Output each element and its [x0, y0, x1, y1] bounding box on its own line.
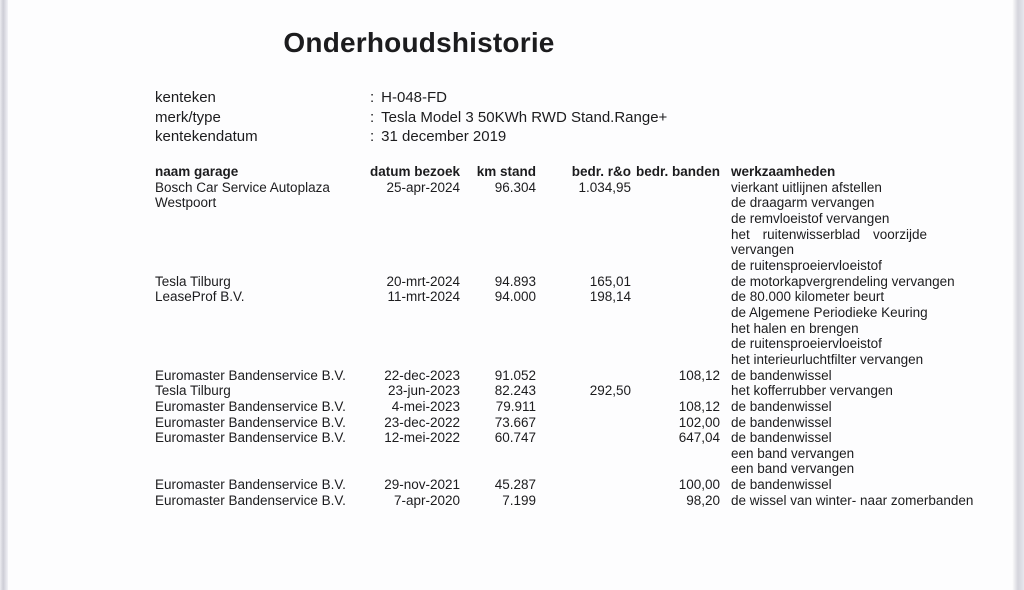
info-value [370, 108, 667, 128]
cell-werkzaamheden [720, 289, 977, 367]
werkzaamheid-line: het kofferrubber vervangen [731, 383, 893, 399]
table-rows [155, 180, 977, 509]
werkzaamheid-line: het interieurluchtfilter vervangen [731, 351, 924, 367]
column-header-bedr-ro: bedr. r&o [571, 164, 631, 179]
cell-naam-garage [155, 493, 370, 509]
table-row [155, 399, 977, 415]
cell-naam-garage [155, 383, 370, 399]
info-label: merk/type [155, 108, 221, 126]
cell-km-stand: 96.304 [494, 179, 536, 195]
cell-km-stand: 7.199 [502, 492, 536, 508]
werkzaamheid-line: het halen en brengen [731, 320, 859, 336]
werkzaamheid-line: vervangen [731, 242, 795, 258]
colon: : [370, 128, 375, 145]
garage-name-line: Euromaster Bandenservice B.V. [155, 398, 346, 414]
werkzaamheid-line: de Algemene Periodieke Keuring [731, 304, 928, 320]
cell-datum-bezoek: 20-mrt-2024 [386, 273, 460, 289]
cell-datum-bezoek: 29-nov-2021 [384, 477, 460, 493]
cell-naam-garage [155, 180, 370, 211]
cell-naam-garage [155, 368, 370, 384]
info-row-merk-type [155, 108, 667, 128]
werkzaamheid-line: de draagarm vervangen [731, 195, 875, 211]
info-row-kentekendatum [155, 127, 667, 147]
table-row [155, 368, 977, 384]
werkzaamheid-line: de wissel van winter- naar zomerbanden [731, 492, 974, 508]
page-title: Onderhoudshistorie [283, 27, 555, 58]
table-row [155, 274, 977, 290]
cell-datum-bezoek: 11-mrt-2024 [387, 289, 460, 305]
cell-km-stand: 79.911 [495, 398, 536, 414]
werkzaamheid-line: de bandenwissel [731, 430, 832, 446]
table-row [155, 383, 977, 399]
cell-werkzaamheden [720, 415, 977, 431]
garage-name-line: Tesla Tilburg [155, 383, 231, 399]
kenteken-value: H-048-FD [381, 89, 448, 106]
info-value [370, 88, 667, 108]
cell-werkzaamheden [720, 368, 977, 384]
cell-bedr-banden: 98,20 [686, 492, 720, 508]
cell-werkzaamheden [720, 430, 977, 477]
cell-werkzaamheden [720, 493, 977, 509]
cell-bedr-ro: 198,14 [589, 289, 631, 305]
cell-bedr-ro: 165,01 [589, 273, 631, 289]
cell-naam-garage [155, 274, 370, 290]
werkzaamheid-line: de remvloeistof vervangen [731, 210, 890, 226]
cell-datum-bezoek: 25-apr-2024 [386, 179, 460, 195]
cell-datum-bezoek: 23-dec-2022 [384, 414, 460, 430]
werkzaamheid-line: de bandenwissel [731, 477, 832, 493]
werkzaamheid-line: de motorkapvergrendeling vervangen [731, 273, 955, 289]
garage-name-line: LeaseProf B.V. [155, 289, 245, 305]
werkzaamheid-line: de ruitensproeiervloeistof [731, 336, 882, 352]
werkzaamheid-line: de bandenwissel [731, 367, 832, 383]
garage-name-line: Euromaster Bandenservice B.V. [155, 430, 346, 446]
cell-datum-bezoek: 22-dec-2023 [384, 367, 460, 383]
cell-km-stand: 73.667 [494, 414, 536, 430]
werkzaamheid-line: de bandenwissel [731, 398, 832, 414]
table-row [155, 493, 977, 509]
cell-bedr-banden: 108,12 [678, 398, 720, 414]
werkzaamheid-line: de bandenwissel [731, 414, 832, 430]
info-label: kentekendatum [155, 128, 258, 145]
cell-km-stand: 82.243 [494, 383, 536, 399]
colon: : [370, 108, 375, 126]
cell-datum-bezoek: 12-mei-2022 [384, 430, 460, 446]
column-header-naam-garage: naam garage [155, 164, 239, 179]
colon: : [370, 89, 375, 106]
garage-name-line: Bosch Car Service Autoplaza [155, 179, 330, 195]
cell-naam-garage [155, 289, 370, 305]
column-header-bedr-banden: bedr. banden [635, 164, 720, 179]
table-row [155, 415, 977, 431]
werkzaamheid-line: een band vervangen [731, 445, 855, 461]
column-header-werkzaamheden: werkzaamheden [731, 164, 836, 179]
cell-km-stand: 45.287 [494, 477, 536, 493]
cell-werkzaamheden [720, 180, 977, 274]
cell-bedr-banden: 108,12 [678, 367, 720, 383]
cell-werkzaamheden [720, 399, 977, 415]
cell-bedr-banden: 100,00 [678, 477, 720, 493]
garage-name-line: Westpoort [155, 195, 217, 211]
garage-name-line: Euromaster Bandenservice B.V. [155, 414, 346, 430]
column-header-datum-bezoek: datum bezoek [370, 164, 461, 179]
table-row [155, 289, 977, 367]
werkzaamheid-line: vierkant uitlijnen afstellen [731, 179, 882, 195]
cell-km-stand: 91.052 [494, 367, 536, 383]
cell-werkzaamheden [720, 477, 977, 493]
table-row [155, 430, 977, 477]
werkzaamheid-line: een band vervangen [731, 461, 855, 477]
info-label: kenteken [155, 89, 216, 106]
cell-datum-bezoek: 7-apr-2020 [393, 492, 460, 508]
cell-naam-garage [155, 430, 370, 446]
table-row [155, 477, 977, 493]
cell-km-stand: 60.747 [494, 430, 536, 446]
cell-datum-bezoek: 23-jun-2023 [387, 383, 460, 399]
cell-werkzaamheden [720, 383, 977, 399]
info-value [370, 127, 667, 147]
page-edge-right [1012, 0, 1024, 590]
cell-bedr-ro: 1.034,95 [578, 179, 631, 195]
garage-name-line: Euromaster Bandenservice B.V. [155, 477, 346, 493]
garage-name-line: Euromaster Bandenservice B.V. [155, 367, 346, 383]
vehicle-info [155, 88, 667, 147]
cell-km-stand: 94.893 [494, 273, 536, 289]
maintenance-table [155, 164, 977, 508]
kentekendatum-value: 31 december 2019 [381, 128, 507, 145]
column-header-km-stand: km stand [476, 164, 536, 179]
page-edge-left [0, 0, 8, 590]
cell-datum-bezoek: 4-mei-2023 [391, 398, 460, 414]
info-row-kenteken [155, 88, 667, 108]
garage-name-line: Tesla Tilburg [155, 273, 231, 289]
table-row [155, 180, 977, 274]
cell-werkzaamheden [720, 274, 977, 290]
cell-naam-garage [155, 399, 370, 415]
cell-naam-garage [155, 477, 370, 493]
cell-bedr-banden: 647,04 [678, 430, 720, 446]
cell-naam-garage [155, 415, 370, 431]
garage-name-line: Euromaster Bandenservice B.V. [155, 492, 346, 508]
werkzaamheid-line: de ruitensproeiervloeistof [731, 257, 882, 273]
cell-km-stand: 94.000 [494, 289, 536, 305]
table-header [155, 164, 977, 180]
merk-type-value: Tesla Model 3 50KWh RWD Stand.Range+ [381, 108, 668, 126]
cell-bedr-banden: 102,00 [678, 414, 720, 430]
cell-bedr-ro: 292,50 [589, 383, 631, 399]
werkzaamheid-line: het ruitenwisserblad voorzijde [731, 226, 927, 242]
werkzaamheid-line: de 80.000 kilometer beurt [731, 289, 885, 305]
